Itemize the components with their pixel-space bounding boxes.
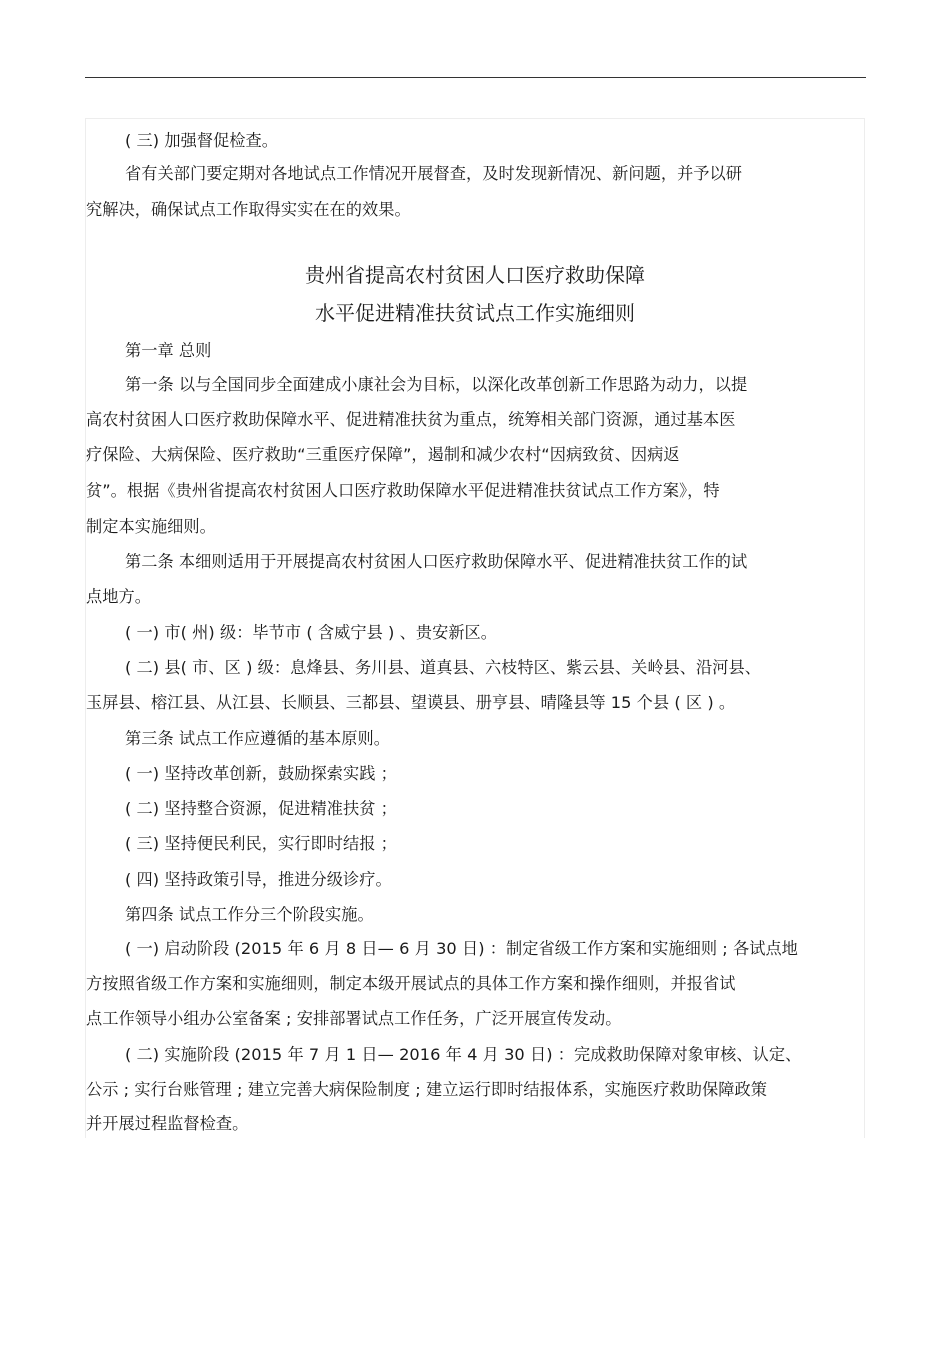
paragraph-line: 省有关部门要定期对各地试点工作情况开展督查，及时发现新情况、新问题，并予以研	[125, 164, 743, 183]
stage-line: 方按照省级工作方案和实施细则，制定本级开展试点的具体工作方案和操作细则，并报省试	[86, 974, 736, 993]
stage-line: ( 二) 实施阶段 (2015 年 7 月 1 日— 2016 年 4 月 30 日) ：完成救助保障对象审核、认定、	[125, 1045, 802, 1064]
article-1-line: 制定本实施细则。	[86, 517, 216, 536]
section-heading: ( 三) 加强督促检查。	[125, 131, 279, 150]
header-rule	[85, 77, 866, 78]
article-1-line: 第一条 以与全国同步全面建成小康社会为目标，以深化改革创新工作思路为动力，以提	[125, 375, 748, 394]
stage-line: 点工作领导小组办公室备案 ; 安排部署试点工作任务，广泛开展宣传发动。	[86, 1009, 622, 1028]
principle-item: ( 三) 坚持便民利民，实行即时结报 ；	[125, 834, 397, 853]
article-2-line: 点地方。	[86, 587, 151, 606]
stage-line: ( 一) 启动阶段 (2015 年 6 月 8 日— 6 月 30 日) ：制定省级工作方案和实施细则 ; 各试点地	[125, 939, 798, 958]
principle-item: ( 一) 坚持改革创新，鼓励探索实践 ；	[125, 764, 397, 783]
paragraph-line: 究解决，确保试点工作取得实实在在的效果。	[86, 200, 411, 219]
article-2-item: 玉屏县、榕江县、从江县、长顺县、三都县、望谟县、册亨县、晴隆县等 15 个县 ( 区 ) 。	[86, 693, 736, 712]
article-3-heading: 第三条 试点工作应遵循的基本原则。	[125, 729, 390, 748]
article-2-line: 第二条 本细则适用于开展提高农村贫困人口医疗救助保障水平、促进精准扶贫工作的试	[125, 552, 748, 571]
document-title-line1: 贵州省提高农村贫困人口医疗救助保障	[305, 263, 645, 287]
stage-line: 并开展过程监督检查。	[86, 1114, 249, 1133]
principle-item: ( 二) 坚持整合资源，促进精准扶贫 ；	[125, 799, 397, 818]
stage-line: 公示 ; 实行台账管理 ; 建立完善大病保险制度 ; 建立运行即时结报体系，实施医疗救助保障政策	[86, 1080, 767, 1099]
article-1-line: 贫”。根据《贵州省提高农村贫困人口医疗救助保障水平促进精准扶贫试点工作方案》，特	[86, 481, 720, 500]
article-4-heading: 第四条 试点工作分三个阶段实施。	[125, 905, 374, 924]
article-2-item: ( 一) 市( 州) 级：毕节市 ( 含威宁县 ) 、贵安新区。	[125, 623, 498, 642]
principle-item: ( 四) 坚持政策引导，推进分级诊疗。	[125, 870, 392, 889]
article-2-item: ( 二) 县( 市、区 ) 级：息烽县、务川县、道真县、六枝特区、紫云县、关岭县、沿河县、	[125, 658, 761, 677]
article-1-line: 疗保险、大病保险、医疗救助“三重医疗保障”，遏制和减少农村“因病致贫、因病返	[86, 445, 680, 464]
article-1-line: 高农村贫困人口医疗救助保障水平、促进精准扶贫为重点，统筹相关部门资源，通过基本医	[86, 410, 736, 429]
document-title-line2: 水平促进精准扶贫试点工作实施细则	[315, 301, 635, 325]
chapter-heading: 第一章 总则	[125, 341, 212, 360]
